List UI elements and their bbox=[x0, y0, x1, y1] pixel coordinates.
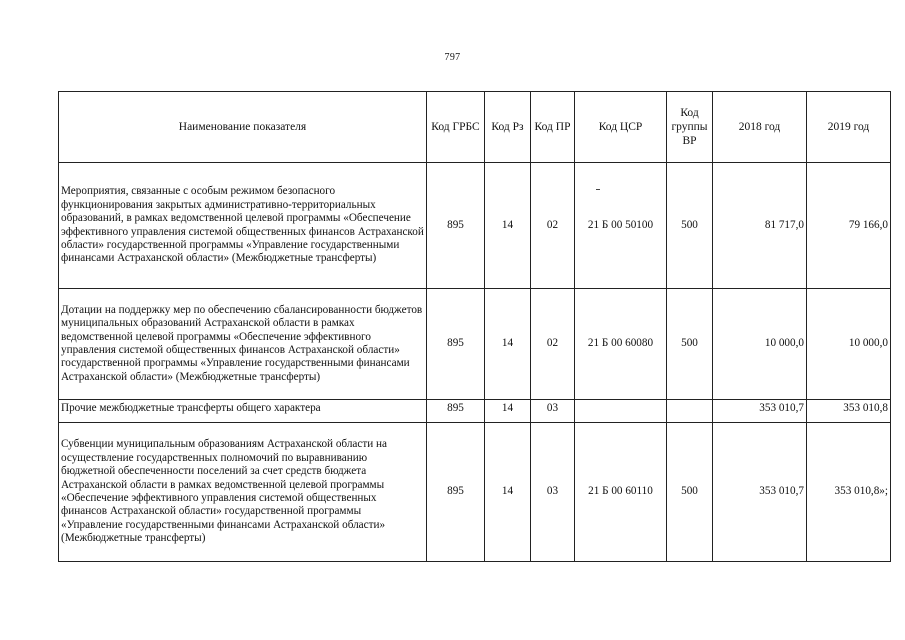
table-row bbox=[59, 423, 891, 562]
row-pr: 02 bbox=[531, 289, 575, 400]
row-csr: 21 Б 00 60080 bbox=[575, 289, 667, 400]
row-name: Прочие межбюджетные трансферты общего характера bbox=[59, 400, 427, 423]
row-2018: 81 717,0 bbox=[713, 163, 807, 289]
row-pr: 03 bbox=[531, 400, 575, 423]
header-pr: Код ПР bbox=[531, 92, 575, 163]
header-row bbox=[59, 92, 891, 163]
row-csr: 21 Б 00 60110 bbox=[575, 423, 667, 562]
header-vr: Код группы ВР bbox=[667, 92, 713, 163]
row-pr: 03 bbox=[531, 423, 575, 562]
header-name: Наименование показателя bbox=[59, 92, 427, 163]
row-grbs: 895 bbox=[427, 400, 485, 423]
header-2019: 2019 год bbox=[807, 92, 891, 163]
row-grbs: 895 bbox=[427, 289, 485, 400]
row-rz: 14 bbox=[485, 289, 531, 400]
row-2019: 353 010,8 bbox=[807, 400, 891, 423]
table-row bbox=[59, 400, 891, 423]
header-rz: Код Рз bbox=[485, 92, 531, 163]
header-2018: 2018 год bbox=[713, 92, 807, 163]
row-vr bbox=[667, 400, 713, 423]
table-row bbox=[59, 289, 891, 400]
table-row bbox=[59, 163, 891, 289]
row-csr: 21 Б 00 50100 bbox=[575, 163, 667, 289]
row-name: Субвенции муниципальным образованиям Астраханской области на осуществление государственных полномочий по выравниванию бюджетной обеспеченности поселений за счет средств бюджета Астраханской области в рамках ведомственной целевой программы «Обеспечение эффективного управления системой общественных финансов Астраханской области» государственной программы «Управление государственными финансами Астраханской области» (Межбюджетные трансферты) bbox=[59, 423, 427, 562]
header-grbs: Код ГРБС bbox=[427, 92, 485, 163]
header-csr: Код ЦСР bbox=[575, 92, 667, 163]
row-name: Дотации на поддержку мер по обеспечению сбалансированности бюджетов муниципальных образований Астраханской области в рамках ведомственной целевой программы «Обеспечение эффективного управления системой общественных финансов Астраханской области» государственной программы «Управление государственными финансами Астраханской области» (Межбюджетные трансферты) bbox=[59, 289, 427, 400]
row-name: Мероприятия, связанные с особым режимом безопасного функционирования закрытых административно-территориальных образований, в рамках ведомственной целевой программы «Обеспечение эффективного управления системой общественных финансов Астраханской области» государственной программы «Управление государственными финансами Астраханской области» (Межбюджетные трансферты) bbox=[59, 163, 427, 289]
row-pr: 02 bbox=[531, 163, 575, 289]
row-2019: 10 000,0 bbox=[807, 289, 891, 400]
row-rz: 14 bbox=[485, 163, 531, 289]
row-2018: 353 010,7 bbox=[713, 423, 807, 562]
row-2019: 353 010,8»; bbox=[807, 423, 891, 562]
row-csr bbox=[575, 400, 667, 423]
row-vr: 500 bbox=[667, 163, 713, 289]
page-number: 797 bbox=[444, 52, 461, 63]
row-vr: 500 bbox=[667, 423, 713, 562]
row-2018: 353 010,7 bbox=[713, 400, 807, 423]
row-2018: 10 000,0 bbox=[713, 289, 807, 400]
row-rz: 14 bbox=[485, 400, 531, 423]
row-rz: 14 bbox=[485, 423, 531, 562]
row-grbs: 895 bbox=[427, 163, 485, 289]
row-2019: 79 166,0 bbox=[807, 163, 891, 289]
budget-table bbox=[58, 91, 891, 562]
row-vr: 500 bbox=[667, 289, 713, 400]
row-grbs: 895 bbox=[427, 423, 485, 562]
